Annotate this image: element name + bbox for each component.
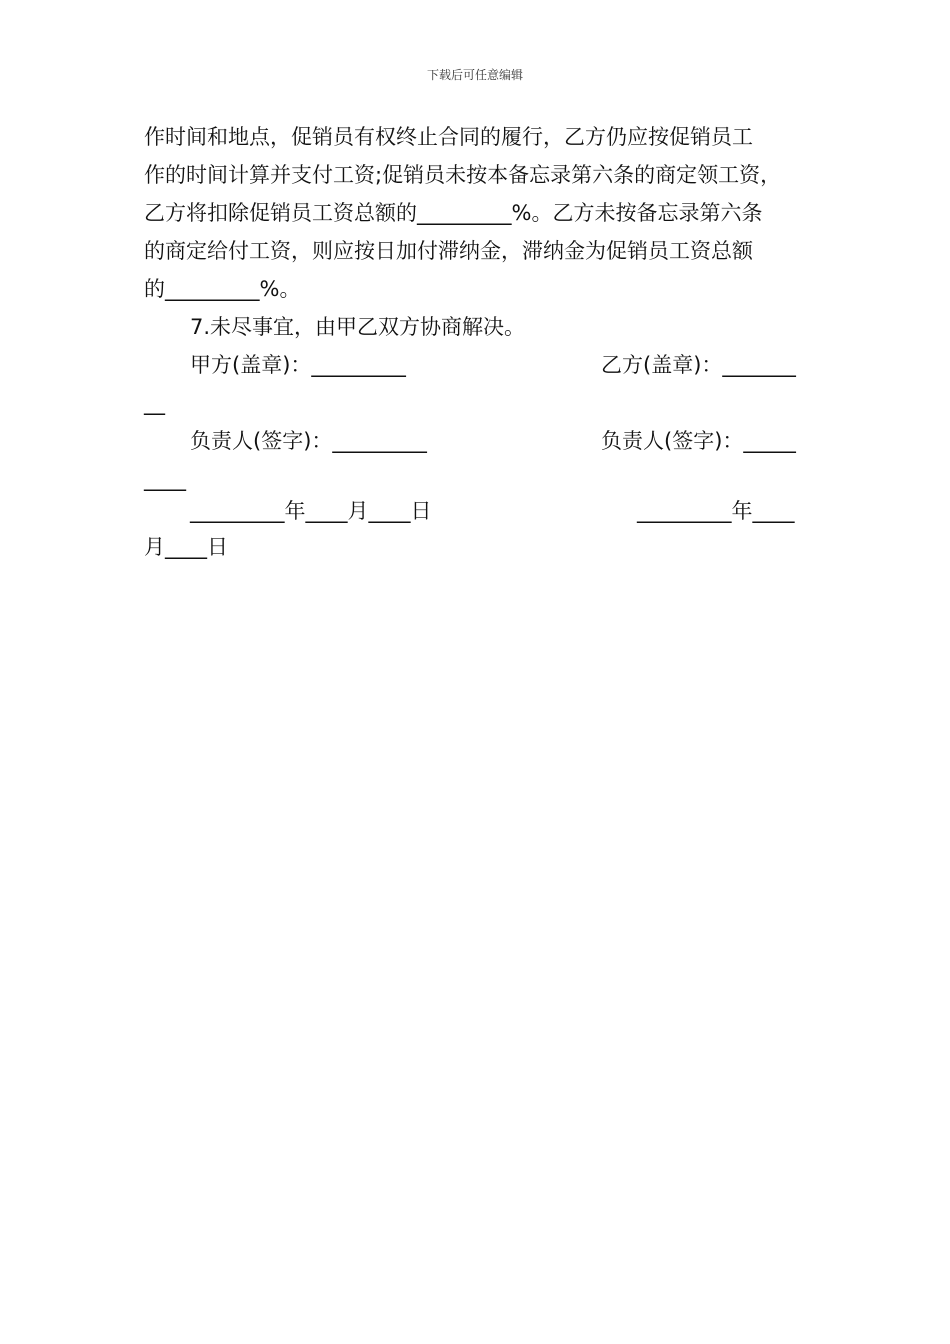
- party-a-seal-line: 甲方(盖章)：_________: [190, 353, 406, 377]
- paragraph-line: 乙方将扣除促销员工资总额的_________%。乙方未按备忘录第六条: [144, 201, 763, 225]
- clause-7: 7.未尽事宜，由甲乙双方协商解决。: [190, 315, 526, 339]
- party-b-date-continuation: 月____日: [144, 535, 228, 559]
- party-b-person-continuation: ____: [144, 467, 186, 491]
- paragraph-line: 的_________%。: [144, 277, 301, 301]
- page-header-note: 下载后可任意编辑: [426, 68, 523, 82]
- party-a-date-line: _________年____月____日: [190, 499, 432, 523]
- paragraph-line: 的商定给付工资，则应按日加付滞纳金，滞纳金为促销员工资总额: [144, 239, 753, 263]
- party-b-seal-line: 乙方(盖章)：_______: [601, 353, 796, 377]
- party-b-person-line: 负责人(签字)：_____: [601, 429, 796, 453]
- paragraph-line: 作时间和地点，促销员有权终止合同的履行，乙方仍应按促销员工: [144, 125, 753, 149]
- paragraph-line: 作的时间计算并支付工资;促销员未按本备忘录第六条的商定领工资，: [144, 163, 782, 187]
- party-b-seal-continuation: __: [144, 391, 165, 415]
- party-b-date-line: _________年____: [637, 499, 795, 523]
- document-body: [144, 118, 824, 578]
- party-a-person-line: 负责人(签字)：_________: [190, 429, 427, 453]
